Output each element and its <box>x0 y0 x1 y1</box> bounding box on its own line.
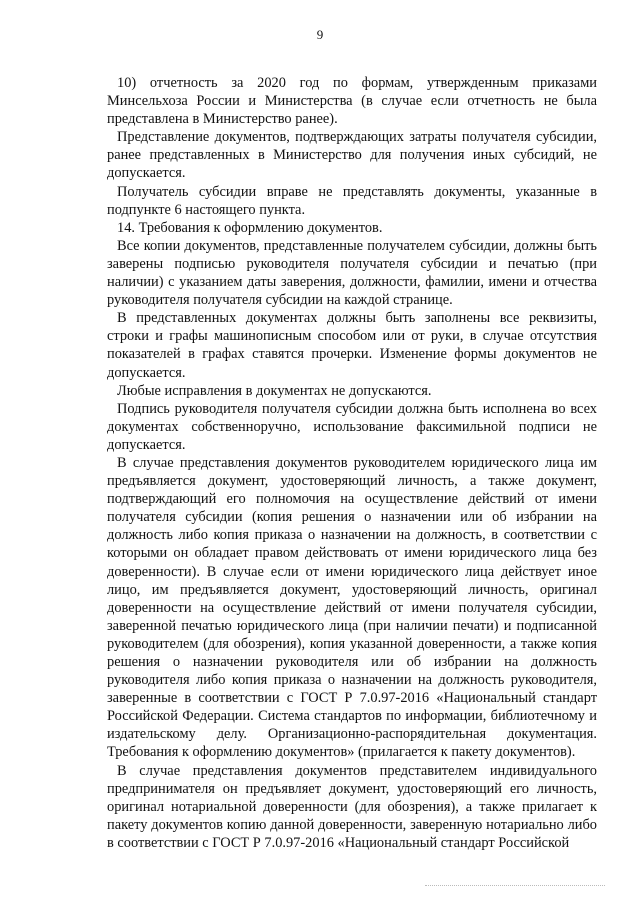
paragraph-individual-entrepreneur: В случае представления документов представителем индивидуального предпринимателя он предъявляет документ, удостоверяющий его личность, оригинал нотариальной доверенности (для обозрения), а также прилагает к пакету документов копию данной доверенности, заверенную нотариально либо в соответствии с ГОСТ Р 7.0.97-2016 «Национальный стандарт Российской <box>107 762 597 851</box>
paragraph-signature: Подпись руководителя получателя субсидии должна быть исполнена во всех документах собственноручно, использование факсимильной подписи не допускается. <box>107 400 597 453</box>
paragraph-filled-requisites: В представленных документах должны быть заполнены все реквизиты, строки и графы машинописным способом или от руки, в случае отсутствия показателей в графах ставятся прочерки. Изменение формы документов не допускается. <box>107 310 597 381</box>
paragraph-reporting: 10) отчетность за 2020 год по формам, утвержденным приказами Минсельхоза России и Министерства (в случае если отчетность не была представлена в Министерство ранее). <box>107 75 597 128</box>
paragraph-legal-entity: В случае представления документов руководителем юридического лица им предъявляется документ, удостоверяющий личность, а также документ, подтверждающий его полномочия на осуществление действий от имени получателя субсидии (копия решения о назначении или об избрании на должность либо копия приказа о назначении на должность, в соответствии с которыми он обладает правом действовать от имени юридического лица без доверенности). В случае если от имени юридического лица действует иное лицо, им предъявляется документ, удостоверяющий личность, оригинал доверенности на осуществление действий от имени получателя субсидии, заверенной печатью юридического лица (при наличии печати) и подписанной руководителем (для обозрения), копия указанной доверенности, а также копия решения о назначении руководителя или об избрании на должность руководителя либо копия приказа о назначении на должность руководителя, заверенные в соответствии с ГОСТ Р 7.0.97-2016 «Национальный стандарт Российской Федерации. Система стандартов по информации, библиотечному и издательскому делу. Организационно-распорядительная документация. Требования к оформлению документов» (прилагается к пакету документов). <box>107 454 597 761</box>
document-body <box>107 74 597 852</box>
paragraph-optional-documents: Получатель субсидии вправе не представлять документы, указанные в подпункте 6 настоящего пункта. <box>107 183 597 218</box>
paragraph-copies-certification: Все копии документов, представленные получателем субсидии, должны быть заверены подписью руководителя получателя субсидии и печатью (при наличии) с указанием даты заверения, должности, фамилии, имени и отчества руководителя получателя субсидии на каждой странице. <box>107 237 597 309</box>
page-number: 9 <box>316 27 324 42</box>
section-heading-14: 14. Требования к оформлению документов. <box>117 219 383 236</box>
paragraph-no-corrections: Любые исправления в документах не допускаются. <box>117 382 432 399</box>
footer-rule <box>425 885 605 886</box>
paragraph-cost-documents: Представление документов, подтверждающих затраты получателя субсидии, ранее представленных в Министерство для получения иных субсидий, не допускается. <box>107 129 597 182</box>
